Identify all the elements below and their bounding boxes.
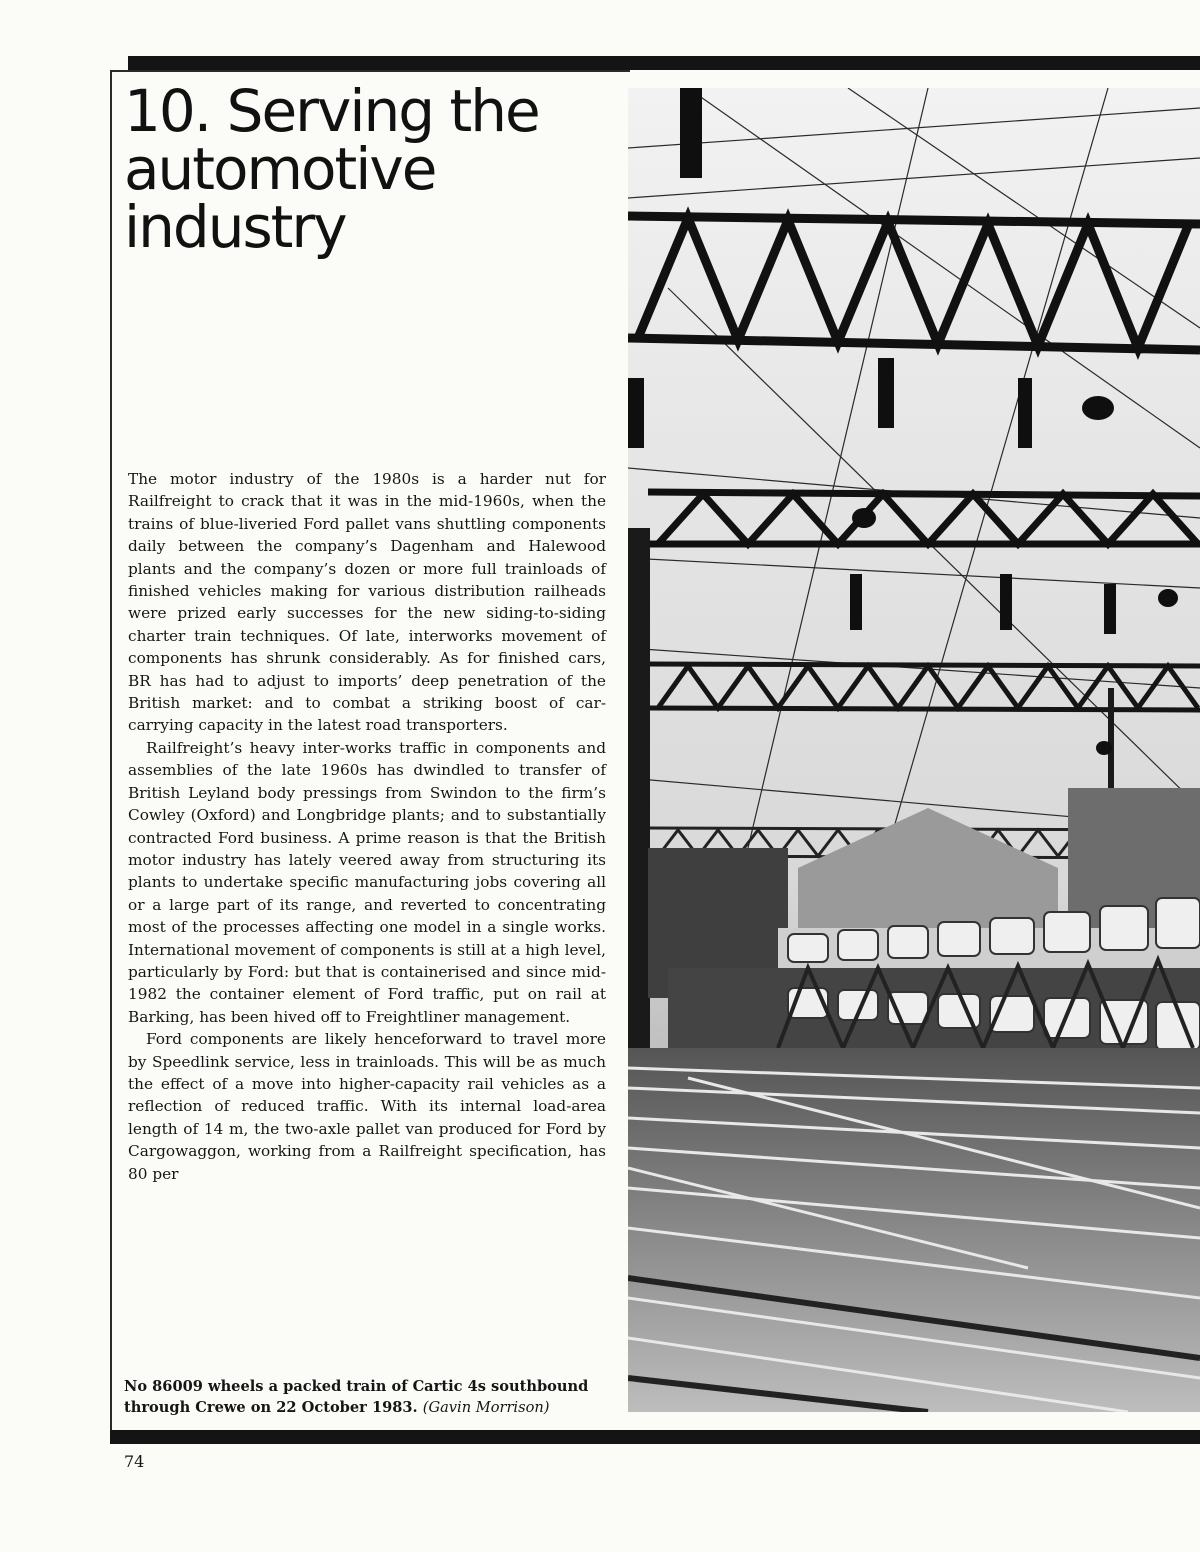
body-text: [128, 468, 606, 1185]
body-paragraph: Ford components are likely henceforward to travel more by Speedlink service, less in trainloads. This will be as much the effect of a move into higher-capacity rail vehicles as a reflection of reduced traffic. With its internal load-area length of 14 m, the two-axle pallet van produced for Ford by Cargowaggon, working from a Railfreight specification, has 80 per: [128, 1030, 606, 1183]
photo-caption: [124, 1376, 624, 1418]
chapter-title: [124, 77, 604, 261]
page-number: 74: [124, 1452, 145, 1471]
caption-text: No 86009 wheels a packed train of Cartic 4s southbound through Crewe on 22 October 1983.: [124, 1378, 589, 1416]
top-rule: [128, 56, 1200, 70]
body-paragraph: Railfreight’s heavy inter-works traffic in components and assemblies of the late 1960s has dwindled to transfer of British Leyland body pressings from Swindon to the firm’s Cowley (Oxford) and Longbridge plants; and to substantially contracted Ford business. A prime reason is that the British motor industry has lately veered away from structuring its plants to undertake specific manufacturing jobs covering all or a large part of its range, and reverted to concentrating most of the processes affecting one model in a single works. International movement of components is still at a high level, particularly by Ford: but that is containerised and since mid-1982 the container element of Ford traffic, put on rail at Barking, has been hived off to Freightliner management.: [128, 738, 606, 1026]
chapter-title-line: automotive: [124, 135, 436, 203]
frame-top-line: [110, 70, 630, 72]
railway-photo: [628, 88, 1200, 1412]
bottom-rule: [110, 1430, 1200, 1444]
chapter-title-line: 10. Serving the: [124, 77, 539, 145]
chapter-title-line: industry: [124, 193, 346, 261]
frame-left-line: [110, 70, 112, 1432]
photo-credit: (Gavin Morrison): [422, 1399, 550, 1416]
body-paragraph: The motor industry of the 1980s is a harder nut for Railfreight to crack that it was in the mid-1960s, when the trains of blue-liveried Ford pallet vans shuttling components daily between the company’s Dagenham and Halewood plants and the company’s dozen or more full trainloads of finished vehicles making for various distribution railheads were prized early successes for the new siding-to-siding charter train techniques. Of late, interworks movement of components has shrunk considerably. As for finished cars, BR has had to adjust to imports’ deep penetration of the British market: and to combat a striking boost of car-carrying capacity in the latest road transporters.: [128, 470, 606, 735]
